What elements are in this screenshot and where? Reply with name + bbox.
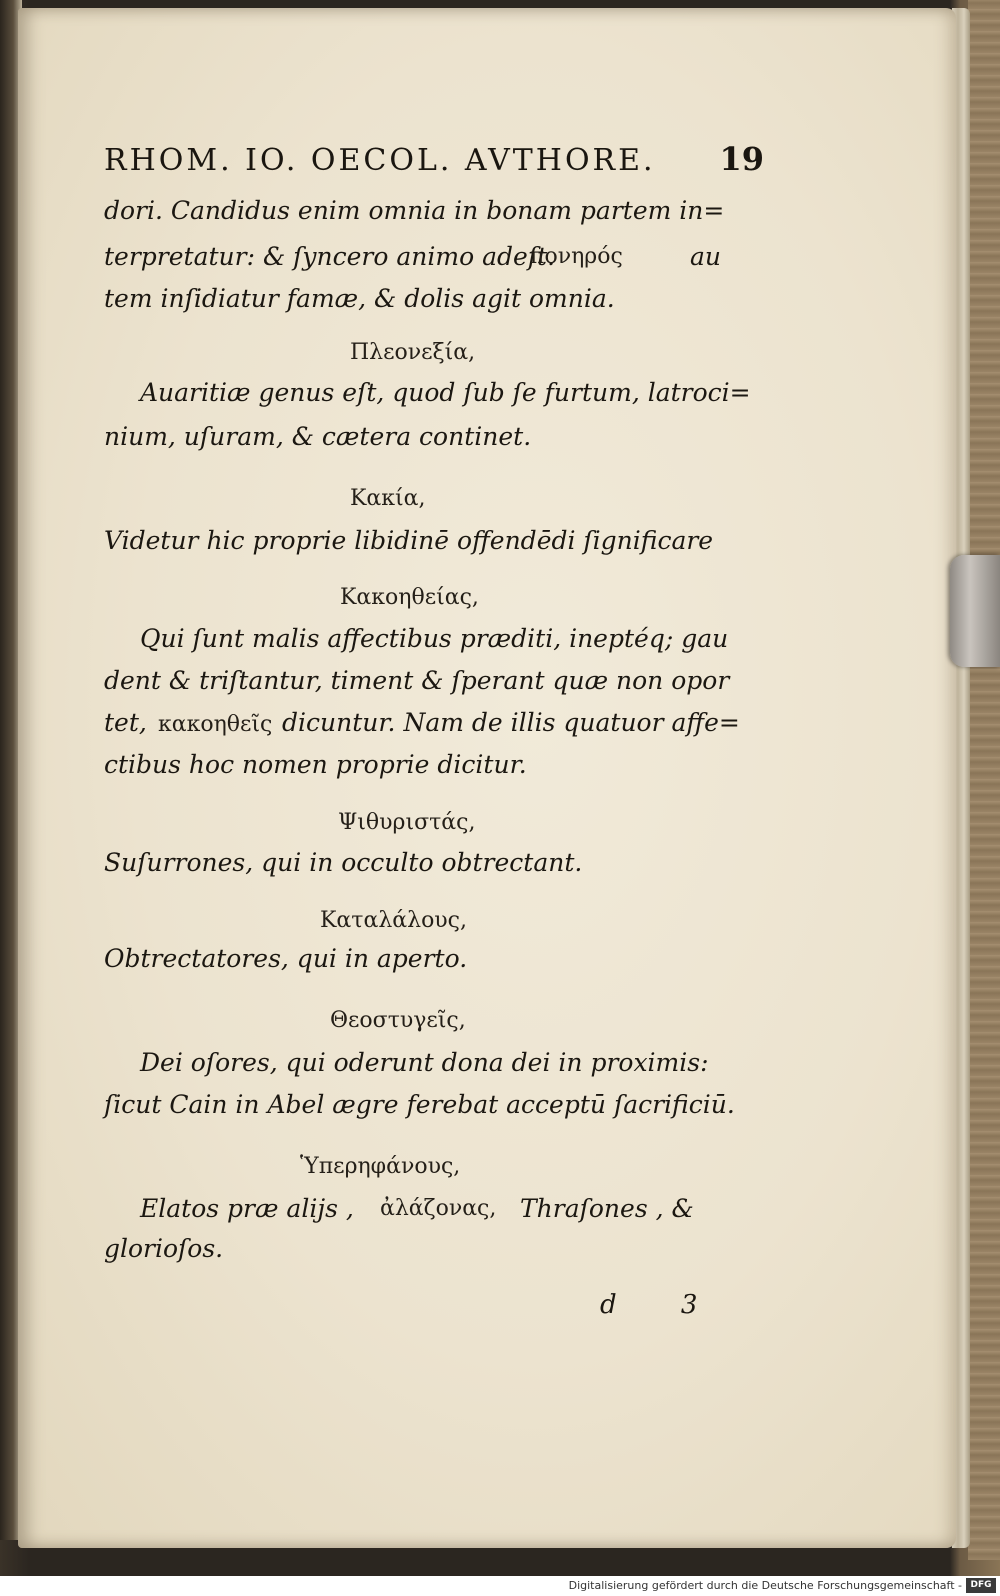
greek-heading: Καταλάλους, xyxy=(320,908,467,933)
greek-heading: Πλεονεξία, xyxy=(350,340,476,365)
greek-word: πονηρός xyxy=(530,244,623,269)
greek-word: ἀλάζονας, xyxy=(380,1196,497,1221)
text-line: Auaritiæ genus eſt, quod ſub ſe furtum, latroci= xyxy=(140,378,751,407)
text-line: ctibus hoc nomen proprie dicitur. xyxy=(104,750,527,779)
text-line: ſicut Cain in Abel ægre ferebat acceptū ſacrificiū. xyxy=(104,1090,735,1119)
text-line: dent & triſtantur, timent & ſperant quæ non opor xyxy=(104,666,730,695)
running-title: RHOM. IO. OECOL. AVTHORE. xyxy=(104,143,656,178)
text-line: terpretatur: & ſyncero animo adeſt. xyxy=(104,242,556,271)
text-line: Thraſones , & xyxy=(520,1194,694,1223)
text-line: dori. Candidus enim omnia in bonam partem in= xyxy=(104,196,725,225)
page-number: 19 xyxy=(719,140,764,178)
text-line: Obtrectatores, qui in aperto. xyxy=(104,944,468,973)
text-line: tet, xyxy=(104,708,147,737)
greek-heading: Κακοηθείας, xyxy=(340,585,479,610)
text-line: Qui ſunt malis affectibus præditi, ineptéq; gau xyxy=(140,624,729,653)
book-cover-edge xyxy=(968,0,1000,1560)
greek-word: κακοηθεῖς xyxy=(158,712,273,737)
text-line: Videtur hic proprie libidinē offendēdi ſignificare xyxy=(104,526,714,555)
dfg-logo: DFG xyxy=(966,1578,996,1593)
text-line: dicuntur. Nam de illis quatuor affe= xyxy=(282,708,740,737)
signature-mark: d 3 xyxy=(600,1290,726,1320)
text-line: Dei oſores, qui oderunt dona dei in proximis: xyxy=(140,1048,709,1077)
digitization-credit: Digitalisierung gefördert durch die Deutsche Forschungsgemeinschaft - xyxy=(568,1579,962,1592)
text-line: nium, uſuram, & cætera continet. xyxy=(104,422,532,451)
text-line: glorioſos. xyxy=(104,1234,224,1263)
text-line: Elatos præ alijs , xyxy=(140,1194,354,1223)
greek-heading: Ψιθυριστάς, xyxy=(338,810,476,835)
running-head xyxy=(104,140,764,184)
text-line: Suſurrones, qui in occulto obtrectant. xyxy=(104,848,583,877)
greek-heading: Κακία, xyxy=(350,486,426,511)
book-clasp xyxy=(950,555,1000,667)
text-line: tem inſidiatur famæ, & dolis agit omnia. xyxy=(104,284,615,313)
text-line: au xyxy=(690,242,722,271)
greek-heading: Θεοστυγεῖς, xyxy=(330,1008,466,1033)
greek-heading: Ὑπερηφάνους, xyxy=(300,1154,461,1179)
